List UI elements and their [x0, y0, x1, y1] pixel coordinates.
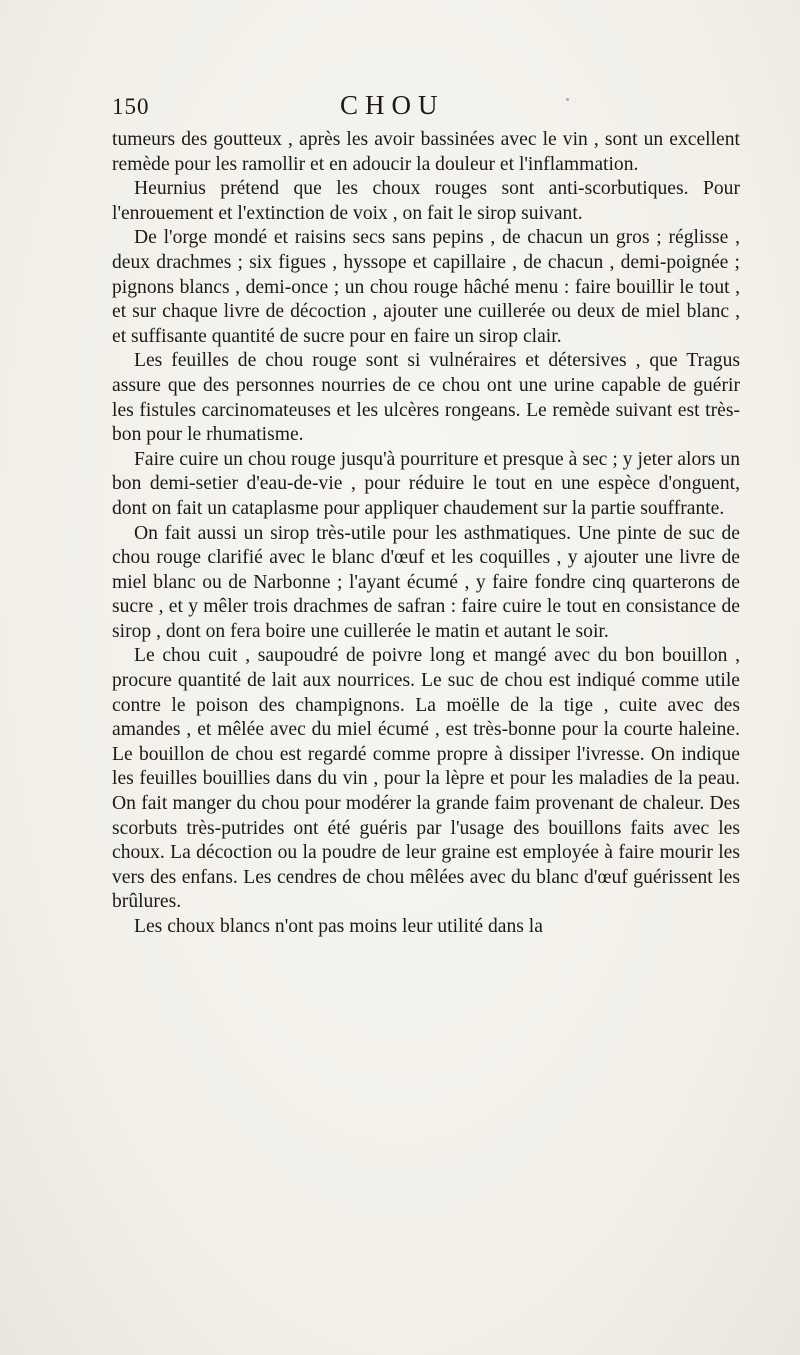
paragraph-4: Les feuilles de chou rouge sont si vulnéraires et détersives , que Tragus assure que des personnes nourries de ce chou ont une urine capable de guérir les fistules carcinomateuses et les ulcères rongeans. Le remède suivant est très-bon pour le rhumatisme. — [112, 350, 740, 446]
body-text — [112, 128, 740, 940]
running-title: CHOU — [340, 90, 445, 120]
page-number: 150 — [112, 94, 150, 119]
paragraph-5: Faire cuire un chou rouge jusqu'à pourriture et presque à sec ; y jeter alors un bon demi-setier d'eau-de-vie , pour réduire le tout en une espèce d'onguent, dont on fait un cataplasme pour appliquer chaudement sur la partie souffrante. — [112, 448, 740, 519]
paragraph-2: Heurnius prétend que les choux rouges sont anti-scorbutiques. Pour l'enrouement et l'extinction de voix , on fait le sirop suivant. — [112, 178, 740, 224]
paragraph-1: tumeurs des goutteux , après les avoir bassinées avec le vin , sont un excellent remède pour les ramollir et en adoucir la douleur et l'inflammation. — [112, 129, 740, 175]
paper-speck — [566, 98, 569, 101]
paragraph-8: Les choux blancs n'ont pas moins leur utilité dans la — [134, 916, 543, 937]
paragraph-3: De l'orge mondé et raisins secs sans pepins , de chacun un gros ; réglisse , deux drachmes ; six figues , hyssope et capillaire , de chacun , demi-poignée ; pignons blancs , demi-once ; un chou rouge hâché menu : faire bouillir le tout , et sur chaque livre de décoction , ajouter une cuillerée ou deux de miel blanc , et suffisante quantité de sucre pour en faire un sirop clair. — [112, 227, 740, 347]
paragraph-7: Le chou cuit , saupoudré de poivre long et mangé avec du bon bouillon , procure quantité de lait aux nourrices. Le suc de chou est indiqué comme utile contre le poison des champignons. La moëlle de la tige , cuite avec des amandes , et mêlée avec du miel écumé , est très-bonne pour la courte haleine. Le bouillon de chou est regardé comme propre à dissiper l'ivresse. On indique les feuilles bouillies dans du vin , pour la lèpre et pour les maladies de la peau. On fait manger du chou pour modérer la grande faim provenant de chaleur. Des scorbuts très-putrides ont été guéris par l'usage des bouillons faits avec les choux. La décoction ou la poudre de leur graine est employée à faire mourir les vers des enfans. Les cendres de chou mêlées avec du blanc d'œuf guérissent les brûlures. — [112, 645, 740, 913]
page-header — [112, 90, 740, 126]
paragraph-6: On fait aussi un sirop très-utile pour les asthmatiques. Une pinte de suc de chou rouge clarifié avec le blanc d'œuf et les coquilles , y ajouter une livre de miel blanc ou de Narbonne ; l'ayant écumé , y faire fondre cinq quarterons de sucre , et y mêler trois drachmes de safran : faire cuire le tout en consistance de sirop , dont on fera boire une cuillerée le matin et autant le soir. — [112, 522, 740, 642]
